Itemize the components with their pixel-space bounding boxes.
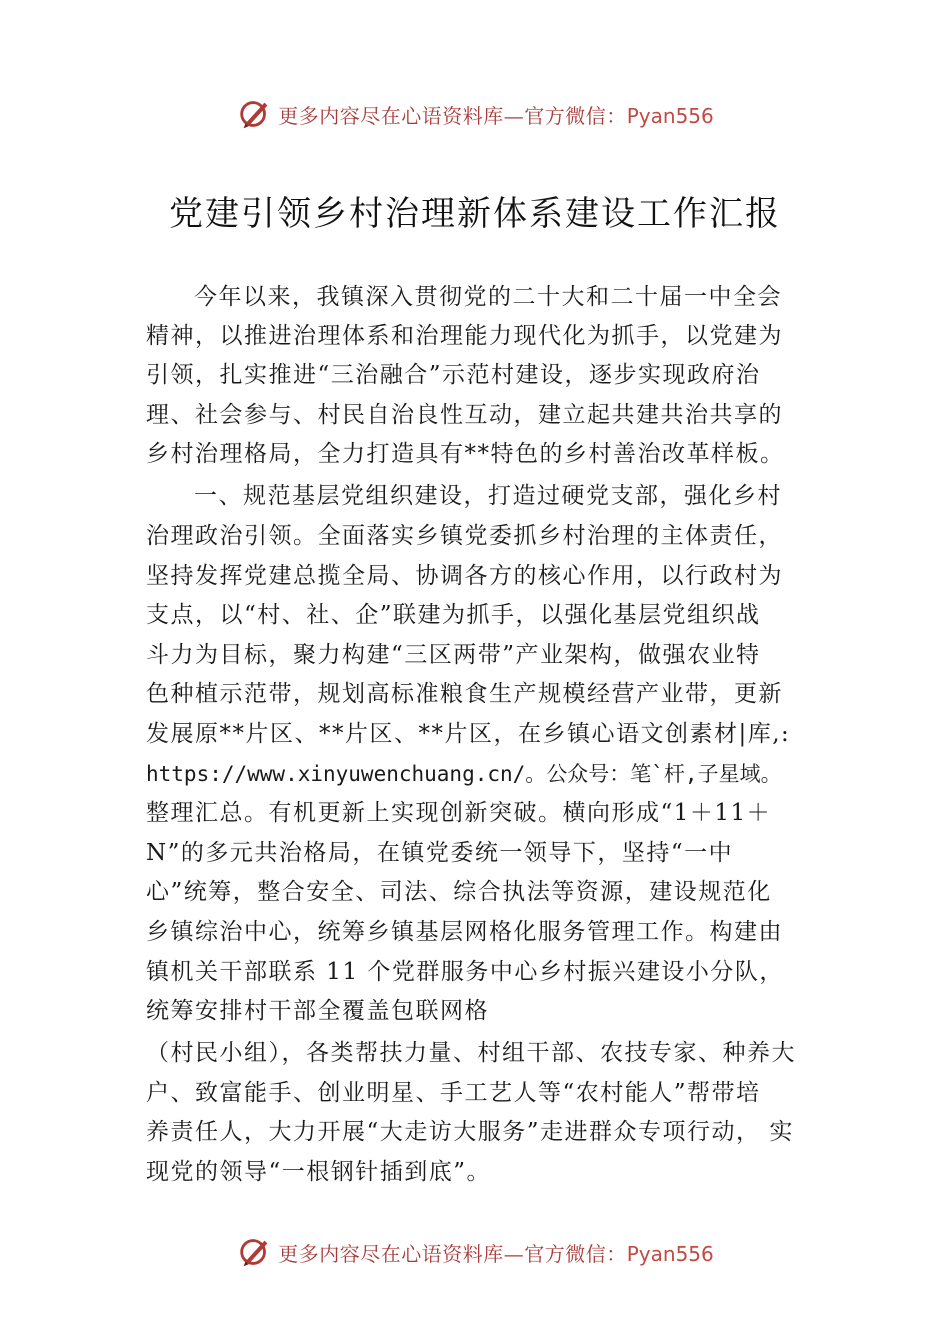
- watermark-text: 更多内容尽在心语资料库—官方微信：Pyan556: [278, 103, 714, 128]
- body-line: 色种植示范带，规划高标准粮食生产规模经营产业带，更新: [146, 681, 783, 707]
- body-line: 心”统筹，整合安全、司法、综合执法等资源，建设规范化: [146, 879, 772, 905]
- pen-logo-icon: [236, 1233, 274, 1271]
- bottom-watermark-banner: [0, 1232, 950, 1272]
- body-line: 乡村治理格局，全力打造具有**特色的乡村善治改革样板。: [146, 441, 785, 467]
- body-line: 整理汇总。有机更新上实现创新突破。横向形成“1＋11＋: [146, 800, 772, 826]
- body-line: 户、致富能手、创业明星、手工艺人等“农村能人”帮带培: [146, 1080, 761, 1106]
- body-line: 一、规范基层党组织建设，打造过硬党支部，强化乡村: [194, 483, 782, 509]
- body-line: 乡镇综治中心，统筹乡镇基层网格化服务管理工作。构建由: [146, 919, 783, 945]
- body-line: 今年以来，我镇深入贯彻党的二十大和二十届一中全会: [194, 284, 782, 310]
- body-line: N”的多元共治格局，在镇党委统一领导下，坚持“一中: [146, 840, 734, 866]
- body-line: 引领，扎实推进“三治融合”示范村建设，逐步实现政府治: [146, 362, 761, 388]
- body-line: 养责任人，大力开展“大走访大服务”走进群众专项行动， 实: [146, 1119, 794, 1145]
- body-line: 现党的领导“一根钢针插到底”。: [146, 1159, 492, 1185]
- watermark-handle: Pyan556: [626, 1241, 714, 1266]
- body-line: 斗力为目标，聚力构建“三区两带”产业架构，做强农业特: [146, 642, 761, 668]
- body-line: （村民小组），各类帮扶力量、村组干部、农技专家、种养大: [146, 1040, 796, 1066]
- body-line: 镇机关干部联系 11 个党群服务中心乡村振兴建设小分队，: [146, 959, 784, 985]
- watermark-text: 更多内容尽在心语资料库—官方微信：Pyan556: [278, 1241, 714, 1266]
- body-line: 理、社会参与、村民自治良性互动，建立起共建共治共享的: [146, 402, 783, 428]
- body-line: 治理政治引领。全面落实乡镇党委抓乡村治理的主体责任，: [146, 523, 783, 549]
- pen-logo-icon: [236, 95, 274, 133]
- body-line: 坚持发挥党建总揽全局、协调各方的核心作用，以行政村为: [146, 563, 783, 589]
- watermark-handle: Pyan556: [626, 103, 714, 128]
- document-title: 党建引领乡村治理新体系建设工作汇报: [169, 194, 781, 234]
- body-line: 支点，以“村、社、企”联建为抓手，以强化基层党组织战: [146, 602, 761, 628]
- body-line: https://www.xinyuwenchuang.cn/。公众号：笔`杆,子星域。: [146, 762, 782, 786]
- body-line: 精神，以推进治理体系和治理能力现代化为抓手，以党建为: [146, 323, 783, 349]
- body-line: 统筹安排村干部全覆盖包联网格: [146, 998, 489, 1024]
- body-line: 发展原**片区、**片区、**片区，在乡镇心语文创素材|库,:: [146, 721, 791, 747]
- top-watermark-banner: [0, 94, 950, 134]
